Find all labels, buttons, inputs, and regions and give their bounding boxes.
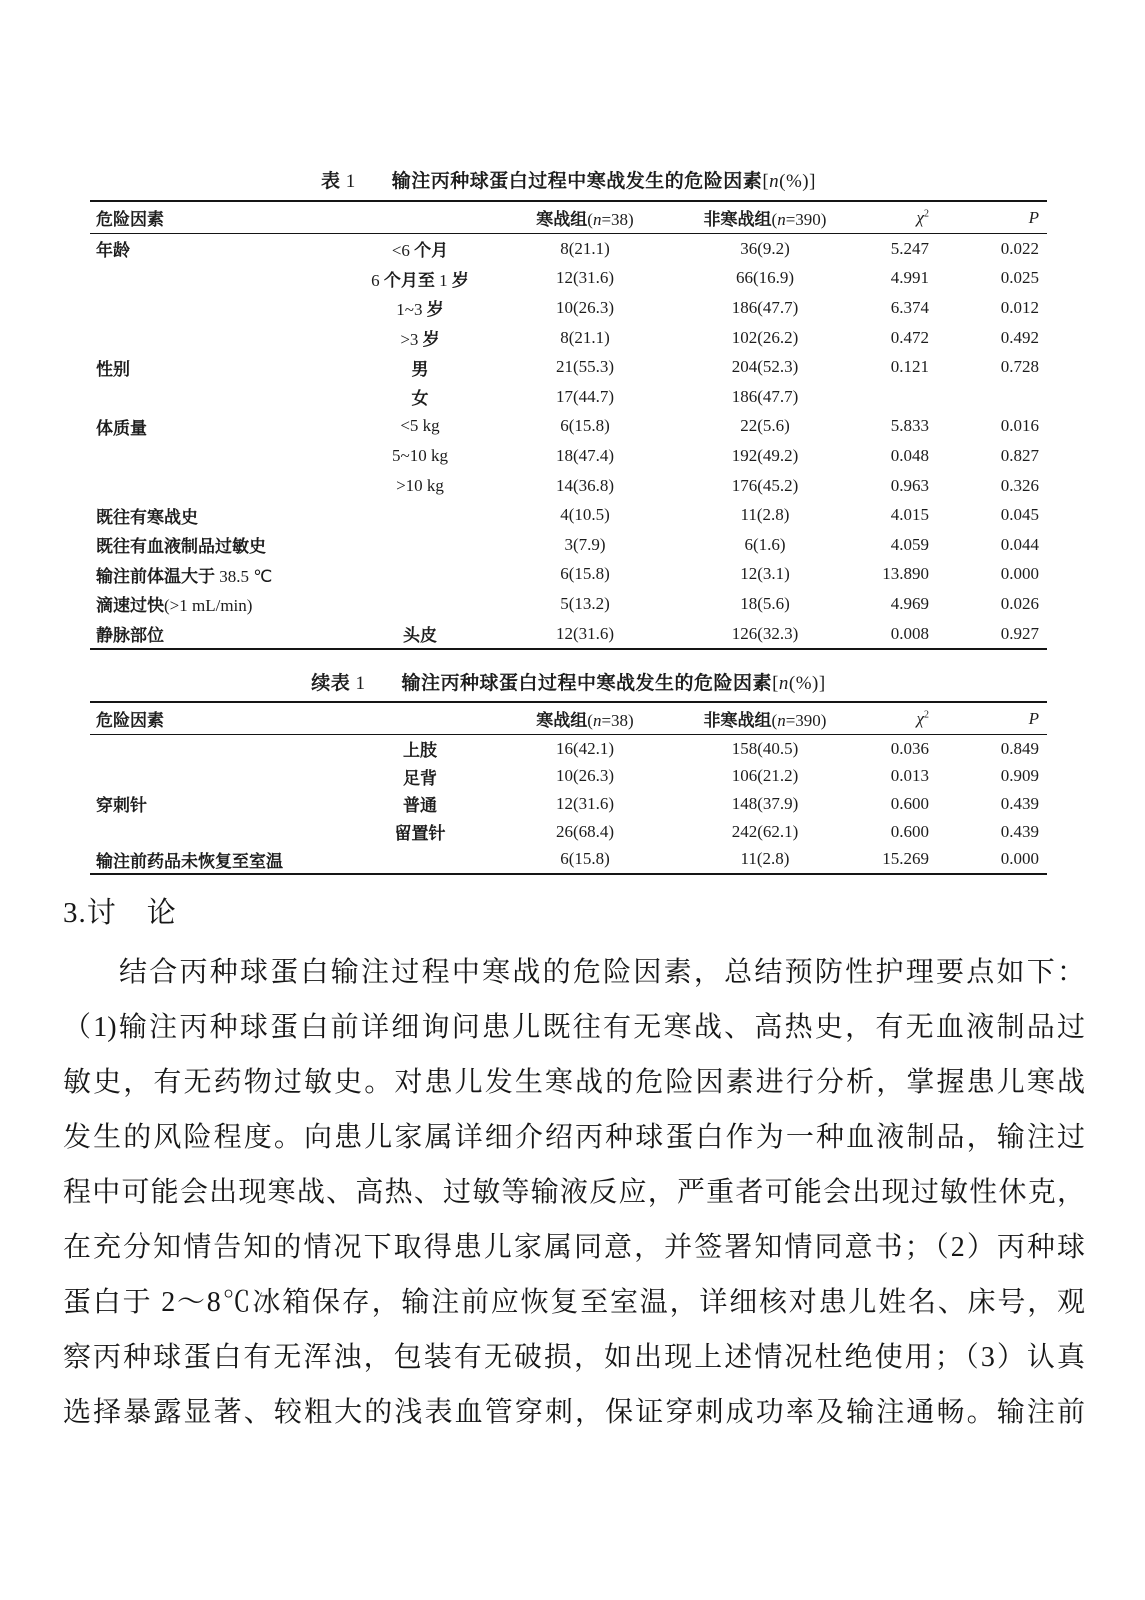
table-cell: 8(21.1) — [560, 238, 610, 258]
table-cell: 4.969 — [890, 593, 929, 613]
table-cell: 输注前药品未恢复至室温 — [96, 851, 283, 871]
table-cell: 既往有血液制品过敏史 — [96, 537, 266, 557]
table-row — [90, 471, 1047, 501]
table-cell: 4(10.5) — [560, 505, 610, 525]
table-cell: 18(47.4) — [555, 445, 615, 465]
table-cell: 186(47.7) — [731, 297, 799, 317]
table-cell: 女 — [411, 389, 429, 409]
table-cell: 5(13.2) — [560, 593, 610, 613]
table-cell: 0.849 — [1000, 738, 1039, 758]
table-cell: 106(21.2) — [731, 766, 799, 786]
header-row — [90, 702, 1047, 735]
column-header: 寒战组(n=38) — [536, 210, 634, 229]
table-cell — [90, 818, 340, 846]
table2-title: 输注丙种球蛋白过程中寒战发生的危险因素[n(%)] — [401, 673, 826, 694]
table-cell: 11(2.8) — [740, 505, 790, 525]
table-cell: 0.026 — [1000, 593, 1039, 613]
table-row — [90, 589, 1047, 619]
table-cell: 0.827 — [1000, 445, 1039, 465]
table-cell: 0.963 — [890, 475, 929, 495]
table-row — [90, 323, 1047, 353]
section-heading: 3.讨 论 — [63, 897, 177, 929]
table-cell: 176(45.2) — [731, 475, 799, 495]
table-cell: 13.890 — [882, 564, 929, 584]
table-cell: 12(3.1) — [740, 564, 790, 584]
table-cell: 6(1.6) — [744, 534, 786, 554]
table-row — [90, 500, 1047, 530]
table-cell: 0.326 — [1000, 475, 1039, 495]
table-cell: 滴速过快(>1 mL/min) — [96, 596, 253, 616]
table-cell: 4.991 — [890, 268, 929, 288]
table-cell: 6.374 — [890, 297, 929, 317]
table-cell — [90, 264, 340, 294]
table-cell: 0.012 — [1000, 297, 1039, 317]
table-cell: 穿刺针 — [96, 796, 147, 816]
paragraph-line: 程中可能会出现寒战、高热、过敏等输液反应，严重者可能会出现过敏性休克， — [63, 1177, 1085, 1208]
table-row — [90, 264, 1047, 294]
paragraph-line: 蛋白于 2～8℃冰箱保存，输注前应恢复至室温，详细核对患儿姓名、床号，观 — [63, 1287, 1085, 1318]
table-cell: 6 个月至 1 岁 — [371, 270, 469, 290]
table-cell: 0.492 — [1000, 327, 1039, 347]
table-cell: 22(5.6) — [740, 416, 790, 436]
table1-title: 输注丙种球蛋白过程中寒战发生的危险因素[n(%)] — [391, 171, 816, 192]
table-cell: 12(31.6) — [555, 793, 615, 813]
column-header: P — [1028, 207, 1039, 227]
table-cell: 26(68.4) — [555, 821, 615, 841]
table-cell: 16(42.1) — [555, 738, 615, 758]
paragraph-line: 发生的风险程度。向患儿家属详细介绍丙种球蛋白作为一种血液制品，输注过 — [63, 1122, 1085, 1153]
table-cell — [340, 560, 500, 590]
table1-caption — [90, 166, 1047, 193]
table-cell: 6(15.8) — [560, 564, 610, 584]
table-cell: 11(2.8) — [740, 849, 790, 869]
table-cell — [340, 500, 500, 530]
table-row — [90, 763, 1047, 791]
table-cell: 6(15.8) — [560, 849, 610, 869]
paragraph-line: 在充分知情告知的情况下取得患儿家属同意，并签署知情同意书；（2）丙种球 — [63, 1232, 1085, 1263]
table-cell: 0.600 — [890, 821, 929, 841]
table-cell: 0.927 — [1000, 623, 1039, 643]
table-row — [90, 441, 1047, 471]
table-cell: 158(40.5) — [731, 738, 799, 758]
table-cell: 204(52.3) — [731, 357, 799, 377]
table-cell: 5.247 — [890, 238, 929, 258]
table-row — [90, 530, 1047, 560]
table-cell: 0.016 — [1000, 416, 1039, 436]
column-header: $\chi^2$ — [916, 708, 929, 728]
column-header — [340, 702, 500, 735]
table-cell: 头皮 — [403, 626, 437, 646]
table-row — [90, 352, 1047, 382]
table-cell: 0.025 — [1000, 268, 1039, 288]
table-cell: 6(15.8) — [560, 416, 610, 436]
table-cell: 0.044 — [1000, 534, 1039, 554]
paragraph-line: 敏史，有无药物过敏史。对患儿发生寒战的危险因素进行分析，掌握患儿寒战 — [63, 1067, 1085, 1098]
column-header: 非寒战组(n=390) — [703, 711, 827, 730]
table-cell: 静脉部位 — [96, 626, 164, 646]
paragraph-line: 结合丙种球蛋白输注过程中寒战的危险因素，总结预防性护理要点如下： — [119, 957, 1085, 988]
table-row — [90, 234, 1047, 264]
table-cell: 男 — [411, 359, 429, 379]
table-cell: 12(31.6) — [555, 623, 615, 643]
table-cell: 126(32.3) — [731, 623, 799, 643]
table-cell: 性别 — [96, 359, 130, 379]
table-cell: 5~10 kg — [392, 445, 448, 465]
table2-caption — [90, 668, 1047, 695]
table-row — [90, 818, 1047, 846]
table-cell: 4.015 — [890, 505, 929, 525]
table-cell: 10(26.3) — [555, 297, 615, 317]
column-header: 寒战组(n=38) — [536, 711, 634, 730]
table-row — [90, 382, 1047, 412]
table-cell: <6 个月 — [391, 241, 449, 261]
table-cell: 0.000 — [1000, 564, 1039, 584]
table-cell: 66(16.9) — [735, 268, 795, 288]
table-cell — [90, 441, 340, 471]
table-cell: 18(5.6) — [740, 593, 790, 613]
table-cell: <5 kg — [400, 416, 440, 436]
column-header — [340, 201, 500, 234]
discussion-paragraph — [63, 945, 1085, 1440]
table-cell: 21(55.3) — [555, 357, 615, 377]
paragraph-line: （1)输注丙种球蛋白前详细询问患儿既往有无寒战、高热史，有无血液制品过 — [63, 1012, 1085, 1043]
table-cell — [90, 293, 340, 323]
table-cell: 12(31.6) — [555, 268, 615, 288]
table-cell: 0.048 — [890, 445, 929, 465]
table-cell: 0.000 — [1000, 849, 1039, 869]
table-cell: 192(49.2) — [731, 445, 799, 465]
table-cell: 3(7.9) — [564, 534, 606, 554]
header-row — [90, 201, 1047, 234]
table-cell: 14(36.8) — [555, 475, 615, 495]
table-cell: 0.728 — [1000, 357, 1039, 377]
risk-factors-table — [90, 200, 1047, 650]
table-cell: 0.008 — [890, 623, 929, 643]
table-cell — [955, 382, 1047, 412]
table1-label: 表 1 — [321, 171, 356, 192]
table-cell: 年龄 — [96, 241, 130, 261]
table-cell: 5.833 — [890, 416, 929, 436]
table-cell: 17(44.7) — [555, 386, 615, 406]
table-row — [90, 560, 1047, 590]
table-cell: 0.600 — [890, 793, 929, 813]
table-cell — [90, 323, 340, 353]
table-cell — [340, 530, 500, 560]
table-cell: 186(47.7) — [731, 386, 799, 406]
risk-factors-table-continued — [90, 701, 1047, 875]
table-row — [90, 790, 1047, 818]
table-cell: 4.059 — [890, 534, 929, 554]
table-cell: >10 kg — [396, 475, 444, 495]
table-cell — [340, 845, 500, 874]
table-cell: 0.121 — [890, 357, 929, 377]
table-cell: 102(26.2) — [731, 327, 799, 347]
table-row — [90, 735, 1047, 763]
table-row — [90, 845, 1047, 874]
table-cell: 36(9.2) — [740, 238, 790, 258]
table-cell: 普通 — [403, 796, 437, 816]
table-cell: 输注前体温大于 38.5 ℃ — [96, 566, 273, 586]
table-cell: 0.439 — [1000, 821, 1039, 841]
table-cell: 0.036 — [890, 738, 929, 758]
table-cell: 148(37.9) — [731, 793, 799, 813]
table-cell — [90, 735, 340, 763]
column-header: 危险因素 — [96, 711, 164, 730]
table-cell: 0.909 — [1000, 766, 1039, 786]
table-cell: >3 岁 — [400, 330, 440, 350]
table-cell: 0.439 — [1000, 793, 1039, 813]
table-cell: 15.269 — [882, 849, 929, 869]
table-row — [90, 412, 1047, 442]
paragraph-line: 选择暴露显著、较粗大的浅表血管穿刺，保证穿刺成功率及输注通畅。输注前 — [63, 1397, 1085, 1428]
table-cell: 242(62.1) — [731, 821, 799, 841]
table-cell: 0.045 — [1000, 505, 1039, 525]
table-cell: 上肢 — [403, 741, 437, 761]
table-cell: 0.022 — [1000, 238, 1039, 258]
table-cell: 0.472 — [890, 327, 929, 347]
table-cell — [90, 382, 340, 412]
table-row — [90, 619, 1047, 650]
table-cell: 8(21.1) — [560, 327, 610, 347]
table-cell: 0.013 — [890, 766, 929, 786]
column-header: P — [1028, 708, 1039, 728]
table-cell: 足背 — [403, 768, 437, 788]
table-cell — [90, 763, 340, 791]
table-cell: 体质量 — [96, 418, 147, 438]
table2-label: 续表 1 — [311, 673, 366, 694]
table-cell: 10(26.3) — [555, 766, 615, 786]
table-cell — [90, 471, 340, 501]
discussion-section — [63, 893, 1085, 1440]
paragraph-line: 察丙种球蛋白有无浑浊，包装有无破损，如出现上述情况杜绝使用；（3）认真 — [63, 1342, 1085, 1373]
table-cell — [860, 382, 955, 412]
table-cell: 留置针 — [394, 824, 446, 844]
column-header: 非寒战组(n=390) — [703, 210, 827, 229]
table-cell: 1~3 岁 — [396, 300, 444, 320]
column-header: $\chi^2$ — [916, 207, 929, 227]
table-cell — [340, 589, 500, 619]
table-cell: 既往有寒战史 — [96, 507, 198, 527]
column-header: 危险因素 — [96, 210, 164, 229]
table-row — [90, 293, 1047, 323]
